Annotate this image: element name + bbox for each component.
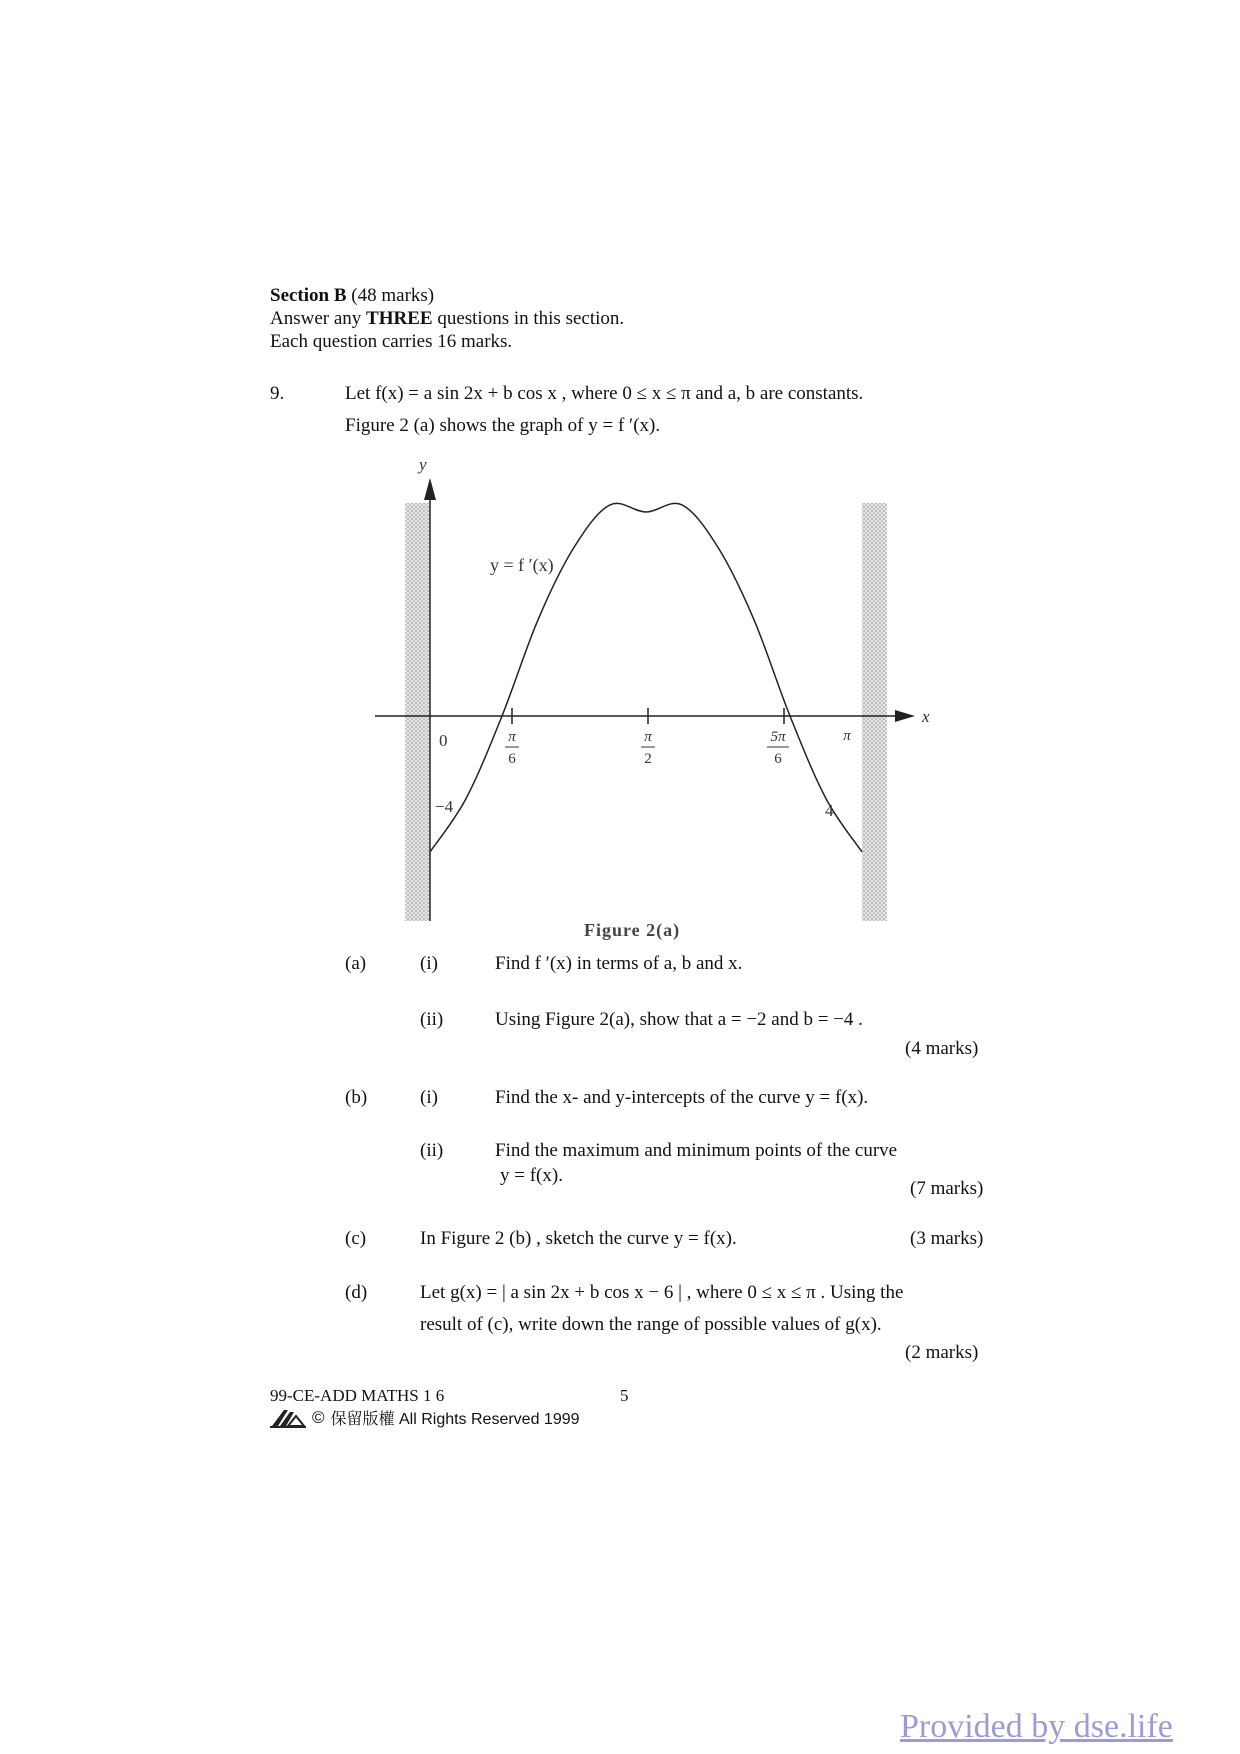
question-line-2: Figure 2 (a) shows the graph of y = f ′(x).: [345, 415, 661, 436]
y-axis-label: y: [419, 458, 427, 474]
copyright-symbol: ©: [312, 1407, 325, 1427]
watermark-link[interactable]: Provided by dse.life: [900, 1708, 1173, 1745]
figure-caption: Figure 2(a): [584, 920, 681, 940]
part-b-ii-text-1: Find the maximum and minimum points of the curve: [495, 1140, 898, 1161]
marks-note: Each question carries 16 marks.: [270, 331, 513, 352]
footer-code: 99-CE-ADD MATHS 1 6: [270, 1386, 445, 1405]
tick-pi-2-num: π: [644, 729, 652, 745]
question-line-1: Let f(x) = a sin 2x + b cos x , where 0 ≤ x ≤ π and a, b are constants.: [345, 383, 864, 404]
part-d-marks: (2 marks): [905, 1342, 979, 1363]
part-a-ii-label: (ii): [420, 1009, 444, 1030]
part-a-i-text: Find f ′(x) in terms of a, b and x.: [495, 953, 743, 974]
y-axis-arrow: [424, 478, 436, 500]
part-d-text-1: Let g(x) = | a sin 2x + b cos x − 6 | , where 0 ≤ x ≤ π . Using the: [420, 1282, 904, 1303]
part-b-ii-text-2: y = f(x).: [500, 1165, 563, 1186]
part-d-text-2: result of (c), write down the range of possible values of g(x).: [420, 1314, 882, 1335]
right-boundary-strip: [862, 503, 887, 921]
label-4: 4: [825, 801, 834, 820]
curve-label: y = f ′(x): [490, 555, 554, 575]
label-minus-4: −4: [435, 797, 454, 816]
part-b-ii-label: (ii): [420, 1140, 444, 1161]
rights-text: 保留版權 All Rights Reserved 1999: [330, 1411, 580, 1428]
part-a-label: (a): [345, 953, 367, 974]
left-boundary-strip: [405, 503, 430, 921]
part-c-text: In Figure 2 (b) , sketch the curve y = f(x).: [420, 1228, 737, 1249]
instruction-line: [270, 307, 624, 331]
hkeaa-logo-icon: [270, 1408, 306, 1428]
part-b-i-label: (i): [420, 1087, 438, 1108]
tick-pi-2-den: 2: [644, 751, 652, 767]
part-b-label: (b): [345, 1087, 368, 1108]
section-heading: [270, 284, 434, 308]
part-b-marks: (7 marks): [910, 1178, 984, 1199]
tick-pi-6-den: 6: [508, 751, 516, 767]
instruction-pre: Answer any: [270, 308, 362, 329]
instruction-bold: THREE: [366, 308, 433, 329]
section-title: Section B: [270, 285, 347, 306]
x-axis-label: x: [922, 707, 930, 726]
instruction-post: questions in this section.: [437, 308, 625, 329]
tick-5pi-6-num: 5π: [770, 729, 786, 745]
part-c-marks: (3 marks): [910, 1228, 984, 1249]
tick-5pi-6-den: 6: [774, 751, 782, 767]
part-a-marks: (4 marks): [905, 1038, 979, 1059]
part-d-label: (d): [345, 1282, 368, 1303]
part-b-i-text: Find the x- and y-intercepts of the curve y = f(x).: [495, 1087, 869, 1108]
footer-page-number: 5: [620, 1386, 629, 1405]
question-number: 9.: [270, 383, 285, 404]
section-marks: (48 marks): [351, 285, 435, 306]
tick-pi-label: π: [843, 728, 851, 744]
part-c-label: (c): [345, 1228, 367, 1249]
origin-label: 0: [439, 731, 448, 750]
part-a-ii-text: Using Figure 2(a), show that a = −2 and b = −4 .: [495, 1009, 863, 1030]
x-axis-arrow: [895, 710, 915, 722]
tick-pi-6-num: π: [508, 729, 516, 745]
figure-2a-graph: [375, 458, 945, 938]
part-a-i-label: (i): [420, 953, 438, 974]
footer-rights: [270, 1406, 580, 1429]
